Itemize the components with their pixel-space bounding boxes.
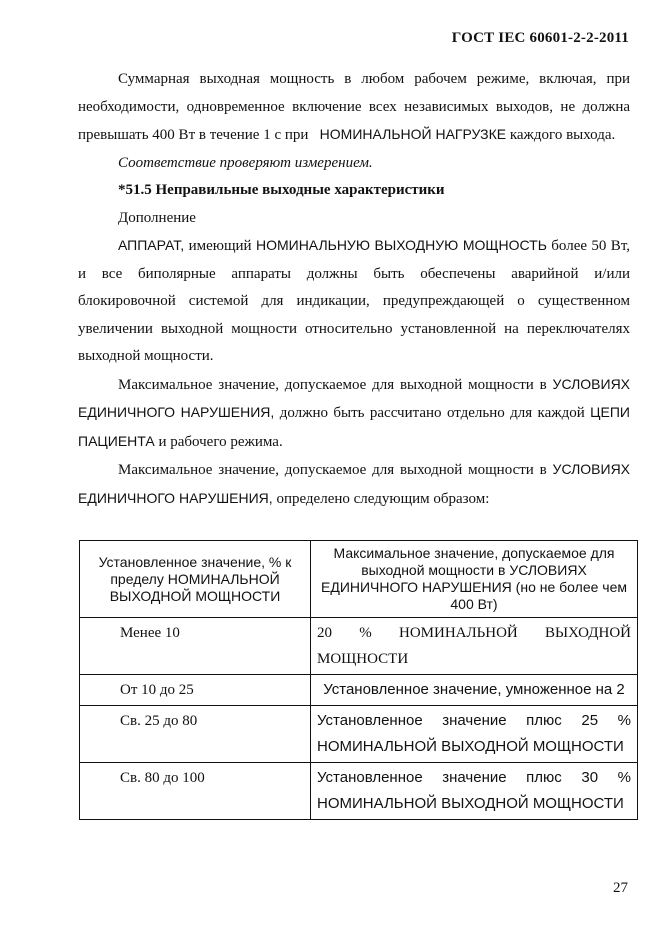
- table-cell-range: От 10 до 25: [80, 675, 311, 706]
- table-row: [80, 675, 638, 706]
- paragraph-text: Суммарная выходная мощность в любом рабочем режиме, включая, при необходимости, одновременное включение всех независимых выходов, не должна превышать 400 Вт в течение 1 с при: [78, 71, 630, 143]
- paragraph-addition: Дополнение: [118, 209, 196, 226]
- table-cell-value: [311, 618, 638, 675]
- table-header-max-value: Максимальное значение, допускаемое для выходной мощности в УСЛОВИЯХ ЕДИНИЧНОГО НАРУШЕНИЯ (но не более чем 400 Вт): [311, 541, 638, 618]
- cell-line: МОЩНОСТИ: [317, 651, 409, 667]
- cell-line: 20 % НОМИНАЛЬНОЙ ВЫХОДНОЙ: [317, 625, 631, 641]
- document-body: [78, 66, 630, 513]
- table-header-setting: Установленное значение, % к пределу НОМИНАЛЬНОЙ ВЫХОДНОЙ МОЩНОСТИ: [80, 541, 311, 618]
- cell-line: Установленное значение плюс 30 %: [317, 769, 631, 786]
- paragraph-text: каждого выхода.: [509, 127, 616, 143]
- term-patient-circuit: ЦЕПИ ПАЦИЕНТА: [78, 404, 630, 449]
- table-cell-value: Установленное значение, умноженное на 2: [311, 675, 638, 706]
- paragraph-total-power: [78, 66, 630, 150]
- term-rated-load: НОМИНАЛЬНОЙ НАГРУЗКЕ: [319, 126, 507, 142]
- paragraph-compliance: Соответствие проверяют измерением.: [118, 154, 373, 171]
- term-apparatus: АППАРАТ,: [118, 237, 185, 253]
- paragraph-text: Максимальное значение, допускаемое для выходной мощности в: [118, 376, 547, 393]
- paragraph-text: более 50 Вт, и все биполярные аппараты должны быть обеспечены аварийной и/или блокировочной системой для индикации, предупреждающей о существенном увеличении выходной мощности относительно установленной на переключателях выходной мощности.: [78, 238, 630, 364]
- paragraph-max-value-2: [78, 456, 630, 513]
- paragraph-text: определено следующим образом:: [276, 490, 490, 507]
- table-header-row: [80, 541, 638, 618]
- table-row: [80, 618, 638, 675]
- term-single-fault: УСЛОВИЯХ ЕДИНИЧНОГО НАРУШЕНИЯ,: [78, 461, 631, 506]
- paragraph-text: и рабочего режима.: [158, 433, 283, 450]
- table-cell-value: [311, 706, 638, 763]
- output-power-table: [79, 540, 638, 820]
- table-cell-range: Св. 25 до 80: [80, 706, 311, 763]
- table-cell-range: Св. 80 до 100: [80, 763, 311, 820]
- table-cell-value: [311, 763, 638, 820]
- section-heading-51-5: *51.5 Неправильные выходные характеристики: [118, 182, 445, 198]
- paragraph-text: Максимальное значение, допускаемое для выходной мощности в: [118, 462, 547, 478]
- table-row: [80, 763, 638, 820]
- paragraph-apparatus: [78, 232, 630, 371]
- page-number: 27: [613, 880, 628, 896]
- cell-line: НОМИНАЛЬНОЙ ВЫХОДНОЙ МОЩНОСТИ: [317, 795, 624, 812]
- term-single-fault: УСЛОВИЯХ ЕДИНИЧНОГО НАРУШЕНИЯ,: [78, 375, 631, 420]
- cell-line: НОМИНАЛЬНОЙ ВЫХОДНОЙ МОЩНОСТИ: [317, 738, 624, 755]
- paragraph-max-value-1: [78, 371, 630, 457]
- term-rated-output-power: НОМИНАЛЬНУЮ ВЫХОДНУЮ МОЩНОСТЬ: [255, 237, 547, 253]
- table-row: [80, 706, 638, 763]
- standard-code-header: ГОСТ IEC 60601-2-2-2011: [451, 30, 629, 46]
- paragraph-text: имеющий: [188, 238, 252, 254]
- cell-line: Установленное значение плюс 25 %: [317, 712, 631, 729]
- paragraph-text: должно быть рассчитано отдельно для каждой: [279, 405, 585, 421]
- table-cell-range: Менее 10: [80, 618, 311, 675]
